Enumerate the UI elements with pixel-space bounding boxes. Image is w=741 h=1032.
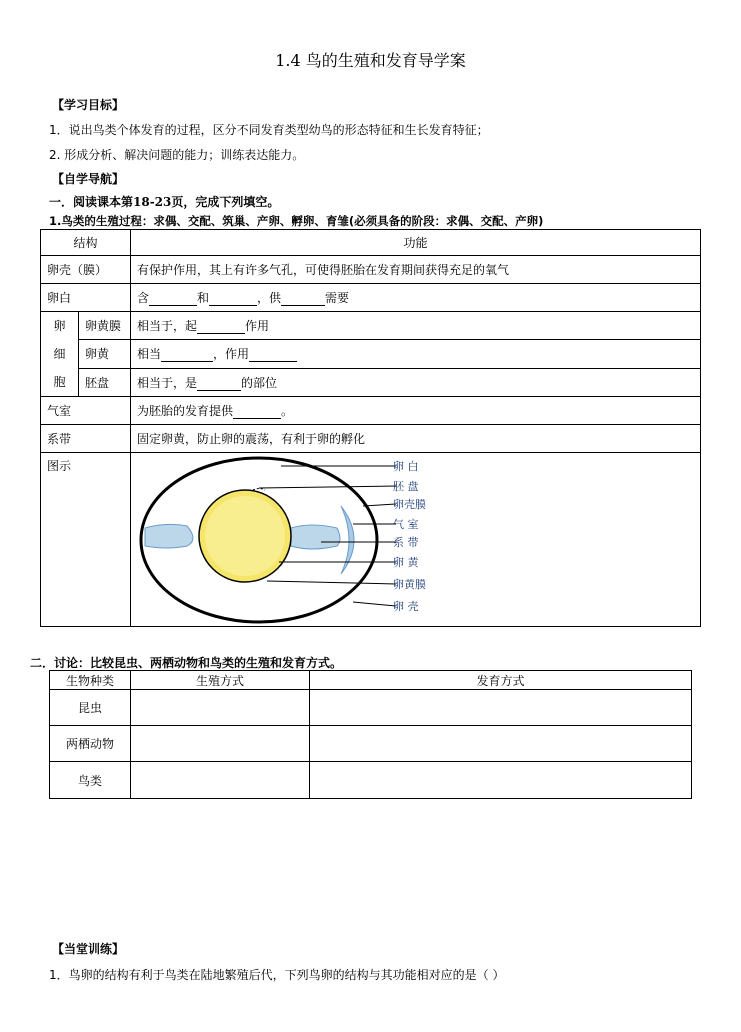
blank-field[interactable] bbox=[249, 361, 297, 362]
answer-cell[interactable] bbox=[310, 726, 692, 762]
cell-group-label: 卵 细 胞 bbox=[41, 312, 79, 397]
leader-line bbox=[353, 602, 396, 606]
blank-field[interactable] bbox=[197, 390, 241, 391]
header-reproduction: 生殖方式 bbox=[131, 671, 310, 690]
row-air-function: 为胚胎的发育提供 。 bbox=[131, 397, 701, 425]
answer-cell[interactable] bbox=[131, 762, 310, 799]
row-shell-label: 卵壳（膜） bbox=[41, 256, 131, 284]
row-bird-label: 鸟类 bbox=[50, 762, 131, 799]
yolk-highlight bbox=[205, 496, 285, 576]
goal-item-2: 2. 形成分析、解决问题的能力；训练表达能力。 bbox=[49, 148, 305, 162]
practice-heading: 【当堂训练】 bbox=[52, 942, 125, 956]
row-yolk-function: 相当 ，作用 bbox=[131, 340, 701, 368]
row-insect-label: 昆虫 bbox=[50, 690, 131, 726]
label-shell: 卵 壳 bbox=[393, 599, 419, 613]
row-yolk-label: 卵黄 bbox=[79, 340, 131, 368]
answer-cell[interactable] bbox=[131, 726, 310, 762]
row-white-function: 含 和 ，供 需要 bbox=[131, 284, 701, 312]
label-chalaza: 系 带 bbox=[393, 535, 419, 549]
guide-question-1: 1.鸟类的生殖过程：求偶、交配、筑巢、产卵、孵卵、育雏(必须具备的阶段：求偶、交配、产卵) bbox=[49, 214, 544, 228]
header-development: 发育方式 bbox=[310, 671, 692, 690]
row-white-label: 卵白 bbox=[41, 284, 131, 312]
goal-item-1: 1．说出鸟类个体发育的过程，区分不同发育类型幼鸟的形态特征和生长发育特征； bbox=[49, 123, 489, 137]
blank-field[interactable] bbox=[281, 305, 325, 306]
chalaza-right bbox=[291, 525, 340, 549]
comparison-table bbox=[49, 670, 692, 799]
header-function: 功能 bbox=[131, 230, 701, 256]
label-germinal-disc: 胚 盘 bbox=[393, 479, 419, 493]
label-yolk-membrane: 卵黄膜 bbox=[393, 577, 426, 591]
answer-cell[interactable] bbox=[310, 762, 692, 799]
row-shell-function: 有保护作用，其上有许多气孔，可使得胚胎在发育期间获得充足的氧气 bbox=[131, 256, 701, 284]
answer-cell[interactable] bbox=[131, 690, 310, 726]
leader-line bbox=[363, 504, 396, 506]
row-chalaza-label: 系带 bbox=[41, 425, 131, 453]
row-disc-label: 胚盘 bbox=[79, 368, 131, 396]
egg-diagram bbox=[131, 454, 699, 626]
label-yolk: 卵 黄 bbox=[393, 555, 419, 569]
page-title: 1.4 鸟的生殖和发育导学案 bbox=[275, 51, 466, 70]
discussion-heading: 二．讨论：比较昆虫、两栖动物和鸟类的生殖和发育方式。 bbox=[30, 656, 343, 670]
goals-heading: 【学习目标】 bbox=[52, 98, 125, 112]
row-yolk-membrane-label: 卵黄膜 bbox=[79, 312, 131, 340]
row-figure-label: 图示 bbox=[41, 453, 131, 627]
blank-field[interactable] bbox=[233, 418, 281, 419]
header-organism-type: 生物种类 bbox=[50, 671, 131, 690]
answer-cell[interactable] bbox=[310, 690, 692, 726]
header-structure: 结构 bbox=[41, 230, 131, 256]
row-disc-function: 相当于，是 的部位 bbox=[131, 368, 701, 396]
row-figure-cell bbox=[131, 453, 701, 627]
chalaza-left bbox=[145, 524, 193, 548]
egg-structure-table bbox=[40, 229, 701, 627]
row-chalaza-function: 固定卵黄，防止卵的震荡，有利于卵的孵化 bbox=[131, 425, 701, 453]
blank-field[interactable] bbox=[209, 305, 257, 306]
row-amphibian-label: 两栖动物 bbox=[50, 726, 131, 762]
guide-heading: 【自学导航】 bbox=[52, 172, 125, 186]
blank-field[interactable] bbox=[161, 361, 213, 362]
label-albumen: 卵 白 bbox=[393, 459, 419, 473]
label-air-cell: 气 室 bbox=[393, 517, 419, 531]
practice-question-1: 1．鸟卵的结构有利于鸟类在陆地繁殖后代，下列鸟卵的结构与其功能相对应的是（ ） bbox=[49, 968, 505, 982]
row-air-label: 气室 bbox=[41, 397, 131, 425]
blank-field[interactable] bbox=[149, 305, 197, 306]
label-shell-membrane: 卵壳膜 bbox=[393, 497, 426, 511]
guide-step-1: 一．阅读课本第18-23页，完成下列填空。 bbox=[49, 195, 280, 209]
row-yolk-membrane-function: 相当于，起 作用 bbox=[131, 312, 701, 340]
blank-field[interactable] bbox=[197, 333, 245, 334]
